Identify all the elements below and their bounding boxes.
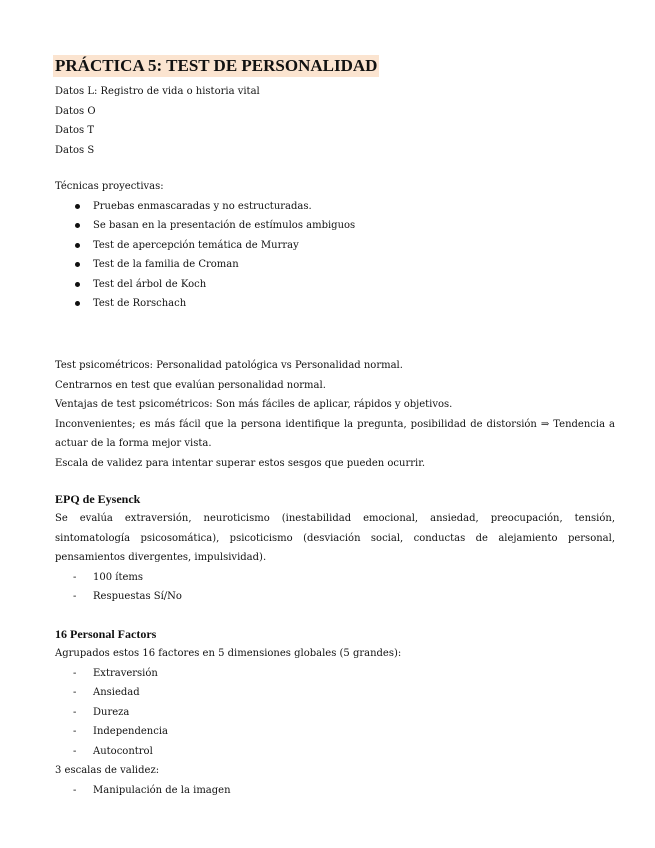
list-item: Test de apercepción temática de Murray — [55, 236, 615, 256]
paragraph-line: Inconvenientes; es más fácil que la persona identifique la pregunta, posibilidad de distorsión ⇒ Tendencia a actuar de la forma mejor vista. — [55, 418, 615, 449]
dimensions-list — [55, 664, 615, 762]
paragraph-line: Escala de validez para intentar superar estos sesgos que pueden ocurrir. — [55, 457, 426, 469]
factors16-heading: 16 Personal Factors — [55, 627, 157, 641]
page-title: PRÁCTICA 5: TEST DE PERSONALIDAD — [55, 56, 378, 75]
list-item: - Autocontrol — [55, 742, 615, 762]
list-item: - 100 ítems — [55, 568, 615, 588]
list-item: - Manipulación de la imagen — [55, 781, 615, 801]
paragraph-line: Centrarnos en test que evalúan personalidad normal. — [55, 379, 326, 391]
list-item: - Extraversión — [55, 664, 615, 684]
paragraph-line: Test psicométricos: Personalidad patológica vs Personalidad normal. — [55, 360, 403, 371]
validity-label: 3 escalas de validez: — [55, 765, 160, 776]
proyectivas-label: Técnicas proyectivas: — [55, 181, 164, 192]
proyectivas-section — [55, 177, 615, 314]
epq-list — [55, 568, 615, 607]
datos-line: Datos S — [55, 144, 95, 156]
factors16-section — [55, 625, 615, 800]
validity-list — [55, 781, 615, 801]
epq-description: Se evalúa extraversión, neuroticismo (inestabilidad emocional, ansiedad, preocupación, tensión, sintomatología psicosomática), psicoticismo (desviación social, conductas de alejamiento personal, pensamientos divergentes, impulsividad). — [55, 513, 615, 563]
epq-heading: EPQ de Eysenck — [55, 492, 141, 506]
psicometricos-section — [55, 356, 615, 473]
list-item: Se basan en la presentación de estímulos ambiguos — [55, 216, 615, 236]
list-item: - Ansiedad — [55, 683, 615, 703]
list-item: Test de la familia de Croman — [55, 255, 615, 275]
datos-line: Datos L: Registro de vida o historia vital — [55, 86, 260, 97]
proyectivas-list — [55, 197, 615, 314]
list-item: Test del árbol de Koch — [55, 275, 615, 295]
datos-line: Datos T — [55, 125, 94, 136]
list-item: - Dureza — [55, 703, 615, 723]
factors16-intro: Agrupados estos 16 factores en 5 dimensiones globales (5 grandes): — [55, 648, 402, 659]
epq-section — [55, 490, 615, 607]
list-item: - Independencia — [55, 722, 615, 742]
datos-line: Datos O — [55, 105, 96, 117]
list-item: - Respuestas Sí/No — [55, 587, 615, 607]
datos-list — [55, 82, 615, 160]
list-item: Pruebas enmascaradas y no estructuradas. — [55, 197, 615, 217]
list-item: Test de Rorschach — [55, 294, 615, 314]
paragraph-line: Ventajas de test psicométricos: Son más fáciles de aplicar, rápidos y objetivos. — [55, 399, 453, 410]
